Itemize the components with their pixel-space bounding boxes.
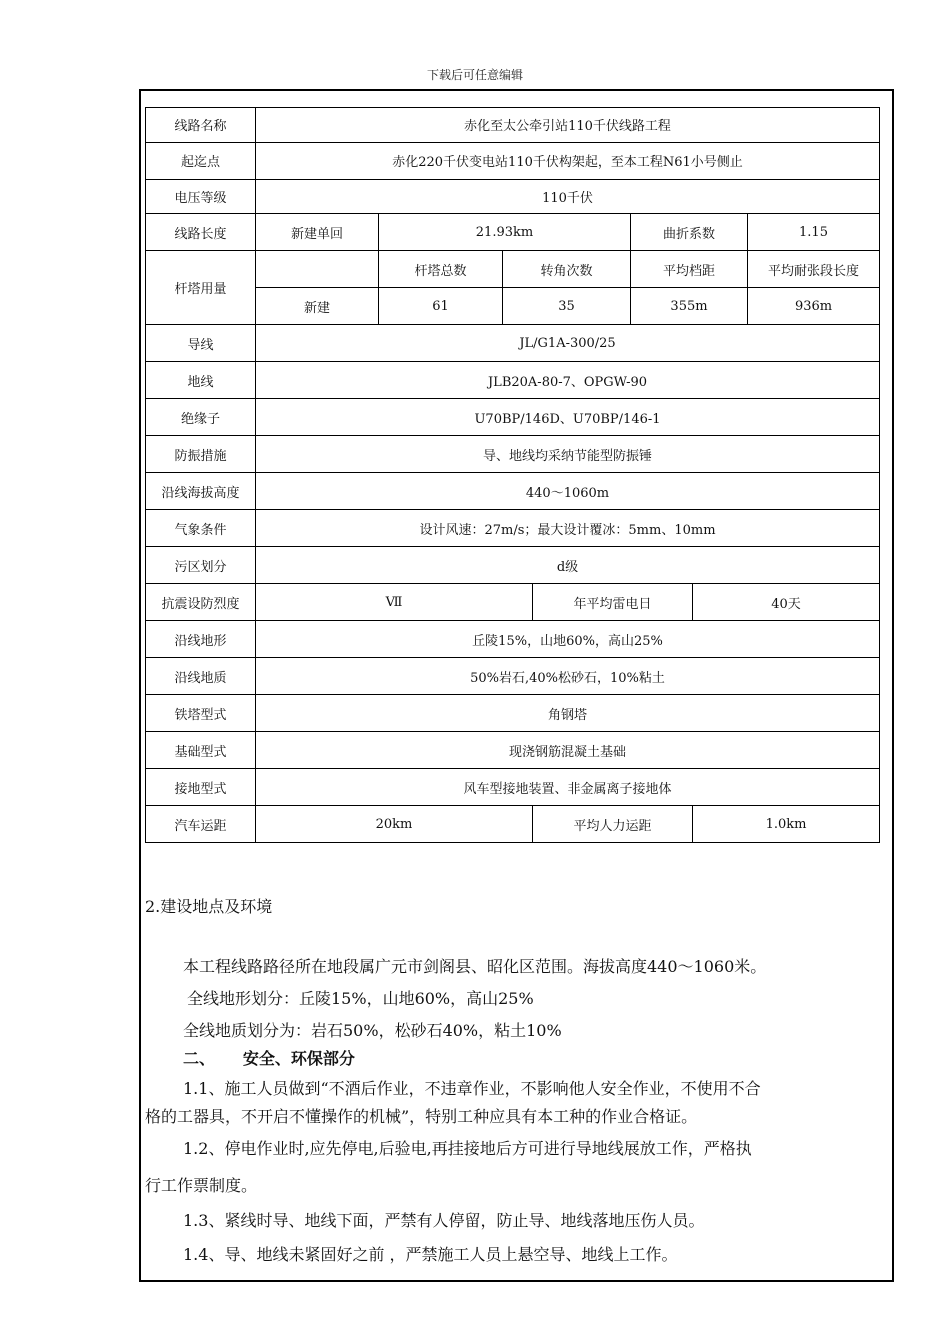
table-row	[146, 436, 880, 473]
label-seismic: 抗震设防烈度	[146, 584, 256, 621]
table-row	[146, 732, 880, 769]
header-tower-total: 杆塔总数	[379, 251, 503, 288]
value-line-name: 赤化至太公牵引站110千伏线路工程	[256, 108, 880, 143]
table-row	[146, 806, 880, 843]
value-anti-vibration: 导、地线均采纳节能型防振锤	[256, 436, 880, 473]
value-voltage: 110千伏	[256, 179, 880, 214]
label-voltage: 电压等级	[146, 179, 256, 214]
paragraph-terrain: 全线地形划分：丘陵15%，山地60%，高山25%	[187, 989, 534, 1008]
safety-item-1-1-cont: 格的工器具，不开启不懂操作的机械”，特别工种应具有本工种的作业合格证。	[145, 1107, 698, 1126]
table-row	[146, 399, 880, 436]
label-tower-type: 铁塔型式	[146, 695, 256, 732]
line-spec-table	[145, 107, 880, 843]
value-thunder-days: 40天	[693, 584, 880, 621]
empty-cell	[256, 251, 379, 288]
label-curve-coefficient: 曲折系数	[631, 214, 748, 251]
table-row	[146, 621, 880, 658]
paragraph-geology: 全线地质划分为：岩石50%，松砂石40%，粘土10%	[183, 1021, 562, 1040]
label-anti-vibration: 防振措施	[146, 436, 256, 473]
label-thunder-days: 年平均雷电日	[533, 584, 693, 621]
header-turn-count: 转角次数	[503, 251, 631, 288]
label-grounding: 接地型式	[146, 769, 256, 806]
label-terrain: 沿线地形	[146, 621, 256, 658]
safety-item-1-1: 1.1、施工人员做到“不酒后作业，不违章作业，不影响他人安全作业，不使用不合	[183, 1079, 761, 1098]
safety-item-1-2: 1.2、停电作业时,应先停电,后验电,再挂接地后方可进行导地线展放工作，严格执	[183, 1139, 752, 1158]
value-tower-total: 61	[379, 288, 503, 325]
section-title-location: 2.建设地点及环境	[145, 897, 273, 916]
table-row	[146, 108, 880, 143]
value-geology: 50%岩石,40%松砂石，10%粘土	[256, 658, 880, 695]
header-note: 下载后可任意编辑	[426, 68, 523, 82]
table-row	[146, 695, 880, 732]
label-line-name: 线路名称	[146, 108, 256, 143]
label-foundation: 基础型式	[146, 732, 256, 769]
value-terrain: 丘陵15%，山地60%，高山25%	[256, 621, 880, 658]
table-row	[146, 251, 880, 288]
table-row	[146, 473, 880, 510]
label-start-end: 起迄点	[146, 142, 256, 179]
value-turn-count: 35	[503, 288, 631, 325]
value-grounding: 风车型接地装置、非金属离子接地体	[256, 769, 880, 806]
value-pollution: d级	[256, 547, 880, 584]
value-transport: 20km	[256, 806, 533, 843]
label-altitude: 沿线海拔高度	[146, 473, 256, 510]
value-insulator: U70BP/146D、U70BP/146-1	[256, 399, 880, 436]
label-ground-wire: 地线	[146, 362, 256, 399]
paragraph-location: 本工程线路路径所在地段属广元市剑阁县、昭化区范围。海拔高度440～1060米。	[183, 957, 767, 976]
value-weather: 设计风速：27m/s；最大设计覆冰：5mm、10mm	[256, 510, 880, 547]
label-transport: 汽车运距	[146, 806, 256, 843]
table-row	[146, 142, 880, 179]
table-row	[146, 362, 880, 399]
value-conductor: JL/G1A-300/25	[256, 325, 880, 362]
label-conductor: 导线	[146, 325, 256, 362]
table-row	[146, 510, 880, 547]
value-altitude: 440～1060m	[256, 473, 880, 510]
table-row	[146, 325, 880, 362]
value-seismic: Ⅶ	[256, 584, 533, 621]
section-title-safety: 二、 安全、环保部分	[183, 1049, 355, 1068]
value-avg-tension-section: 936m	[748, 288, 880, 325]
value-foundation: 现浇钢筋混凝土基础	[256, 732, 880, 769]
value-avg-span: 355m	[631, 288, 748, 325]
label-manual-transport: 平均人力运距	[533, 806, 693, 843]
label-geology: 沿线地质	[146, 658, 256, 695]
value-tower-type: 角钢塔	[256, 695, 880, 732]
header-avg-tension-section: 平均耐张段长度	[748, 251, 880, 288]
table-row	[146, 769, 880, 806]
safety-item-1-3: 1.3、紧线时导、地线下面，严禁有人停留，防止导、地线落地压伤人员。	[183, 1211, 705, 1230]
value-length: 21.93km	[379, 214, 631, 251]
label-pollution: 污区划分	[146, 547, 256, 584]
table-row	[146, 658, 880, 695]
label-new-build: 新建	[256, 288, 379, 325]
label-weather: 气象条件	[146, 510, 256, 547]
value-manual-transport: 1.0km	[693, 806, 880, 843]
value-start-end: 赤化220千伏变电站110千伏构架起，至本工程N61小号侧止	[256, 142, 880, 179]
label-insulator: 绝缘子	[146, 399, 256, 436]
label-towers: 杆塔用量	[146, 251, 256, 325]
safety-item-1-2-cont: 行工作票制度。	[145, 1176, 258, 1195]
safety-item-1-4: 1.4、导、地线未紧固好之前 ，严禁施工人员上悬空导、地线上工作。	[183, 1245, 678, 1264]
table-row	[146, 547, 880, 584]
header-avg-span: 平均档距	[631, 251, 748, 288]
label-length: 线路长度	[146, 214, 256, 251]
table-row	[146, 584, 880, 621]
table-row	[146, 288, 880, 325]
value-length-type: 新建单回	[256, 214, 379, 251]
table-row	[146, 179, 880, 214]
value-ground-wire: JLB20A-80-7、OPGW-90	[256, 362, 880, 399]
value-curve-coefficient: 1.15	[748, 214, 880, 251]
table-row	[146, 214, 880, 251]
